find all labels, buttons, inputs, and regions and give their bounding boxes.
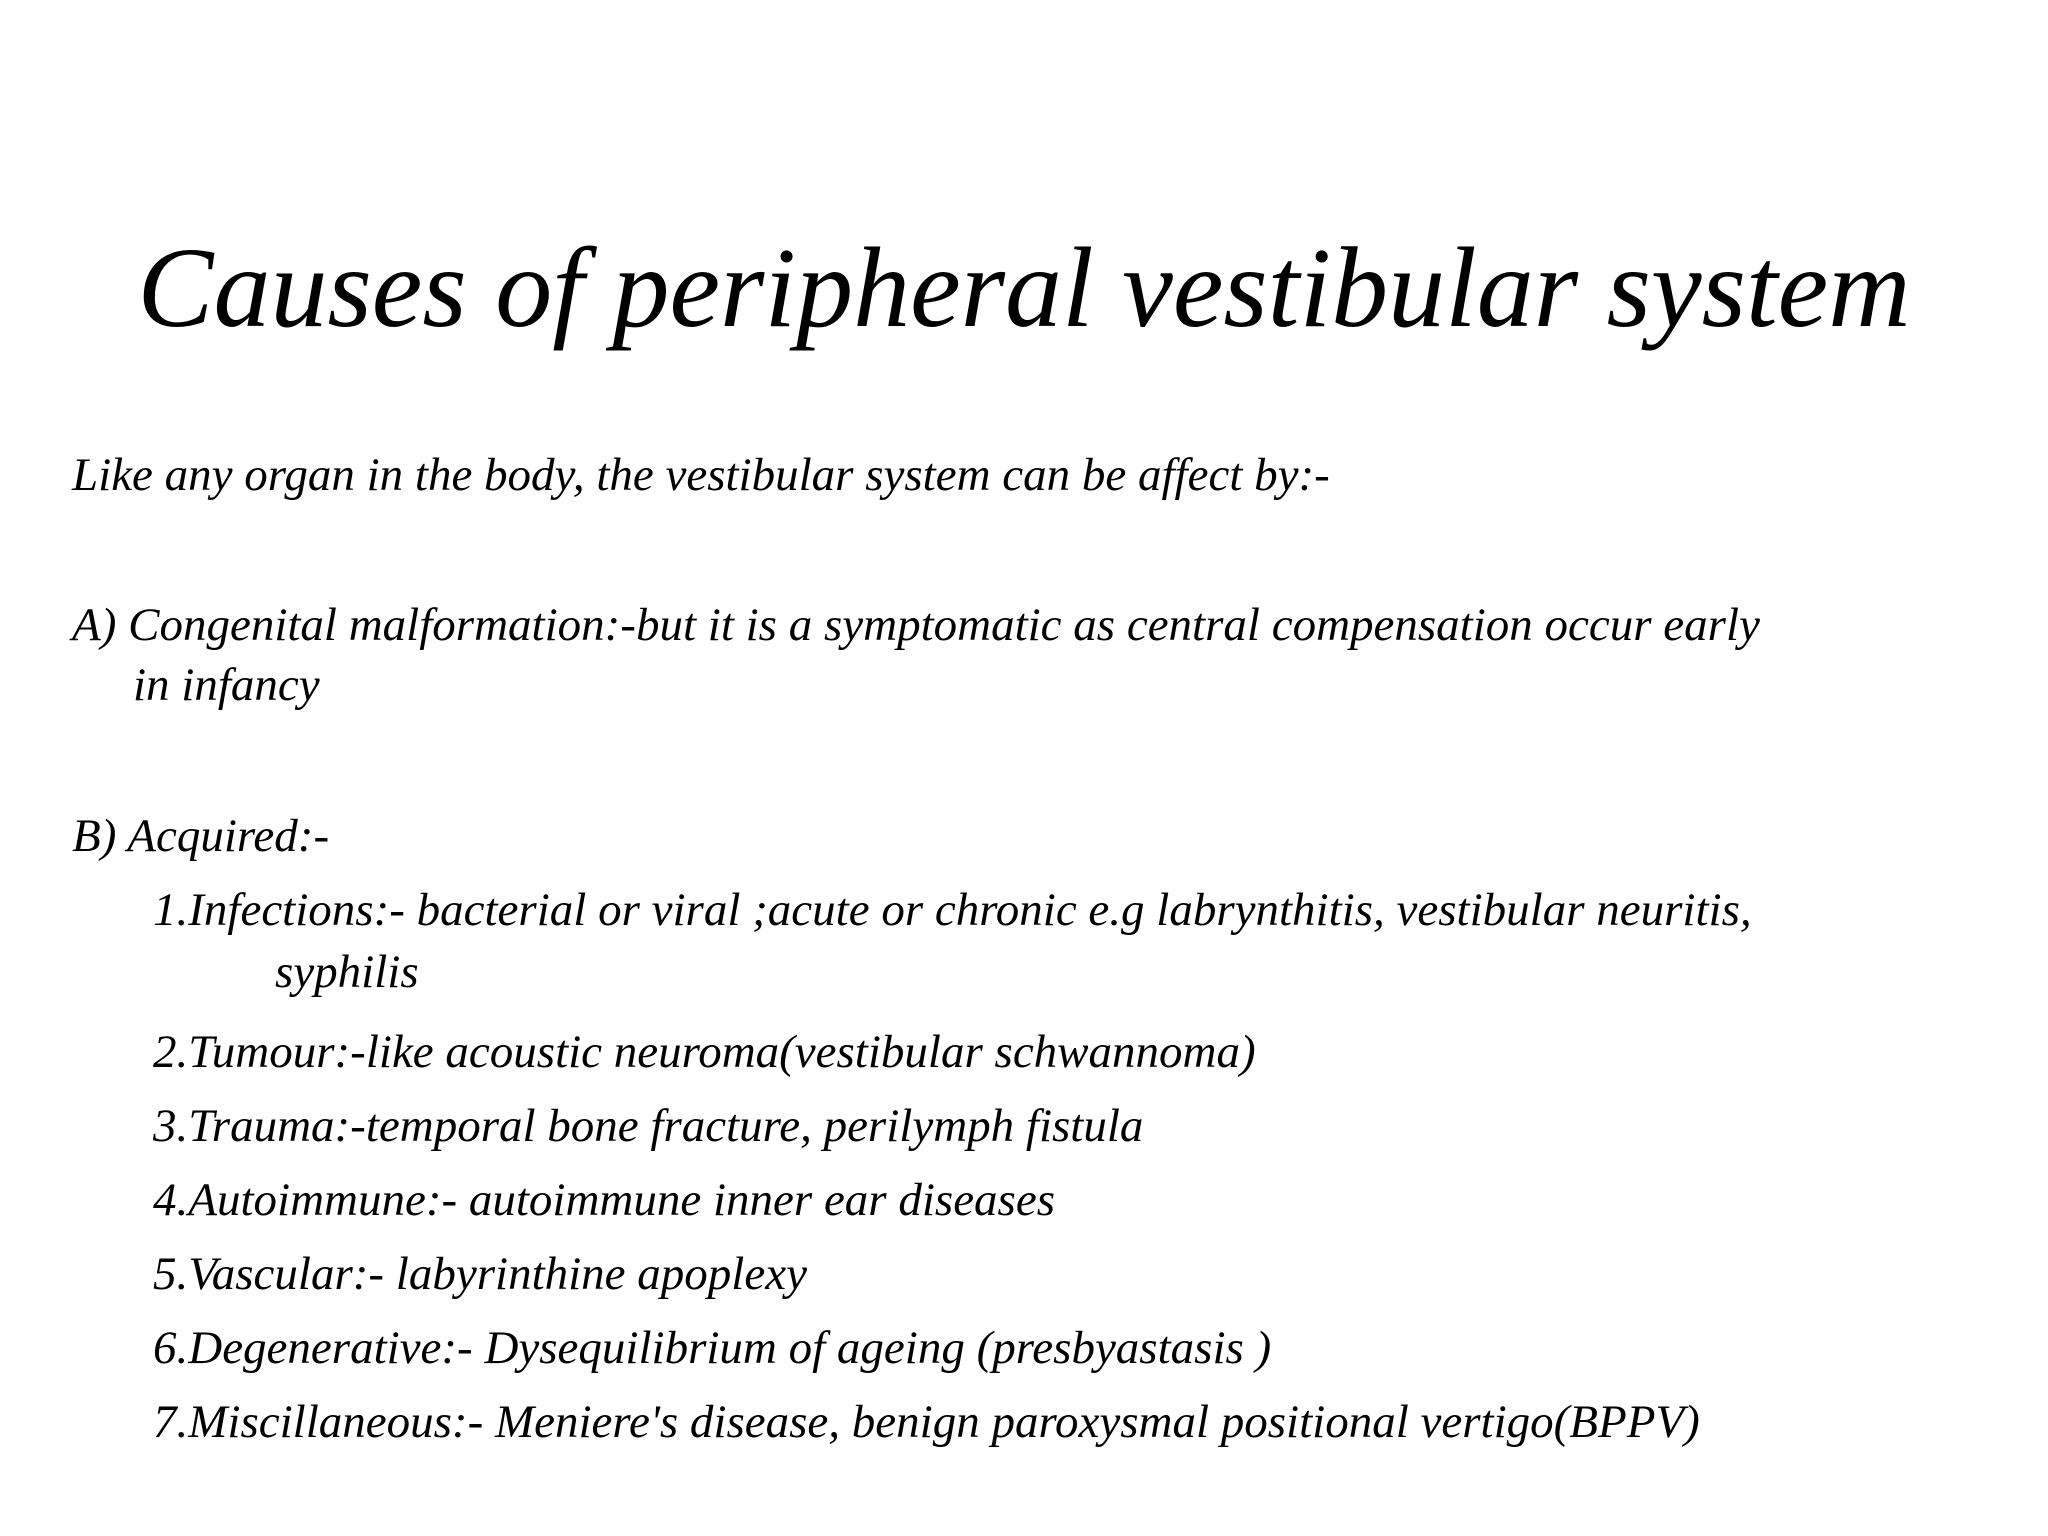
list-item-autoimmune: 4.Autoimmune:- autoimmune inner ear diseases [153, 1174, 1055, 1226]
list-item-infections: 1.Infections:- bacterial or viral ;acute or chronic e.g labrynthitis, vestibular neuritis, [153, 884, 1752, 936]
list-item-infections-cont: syphilis [275, 946, 419, 998]
section-a-line-2: in infancy [133, 659, 320, 711]
slide-title: Causes of peripheral vestibular system [137, 224, 1911, 351]
list-item-degenerative: 6.Degenerative:- Dysequilibrium of ageing (presbyastasis ) [153, 1322, 1272, 1374]
list-item-trauma: 3.Trauma:-temporal bone fracture, perilymph fistula [153, 1100, 1144, 1152]
list-item-vascular: 5.Vascular:- labyrinthine apoplexy [153, 1248, 807, 1300]
section-b-heading: B) Acquired:- [72, 810, 330, 862]
list-item-miscellaneous: 7.Miscillaneous:- Meniere's disease, benign paroxysmal positional vertigo(BPPV) [153, 1396, 1700, 1448]
section-a-line-1: A) Congenital malformation:-but it is a symptomatic as central compensation occur early [72, 599, 1760, 651]
intro-text: Like any organ in the body, the vestibular system can be affect by:- [72, 449, 1330, 501]
list-item-tumour: 2.Tumour:-like acoustic neuroma(vestibular schwannoma) [153, 1026, 1256, 1078]
